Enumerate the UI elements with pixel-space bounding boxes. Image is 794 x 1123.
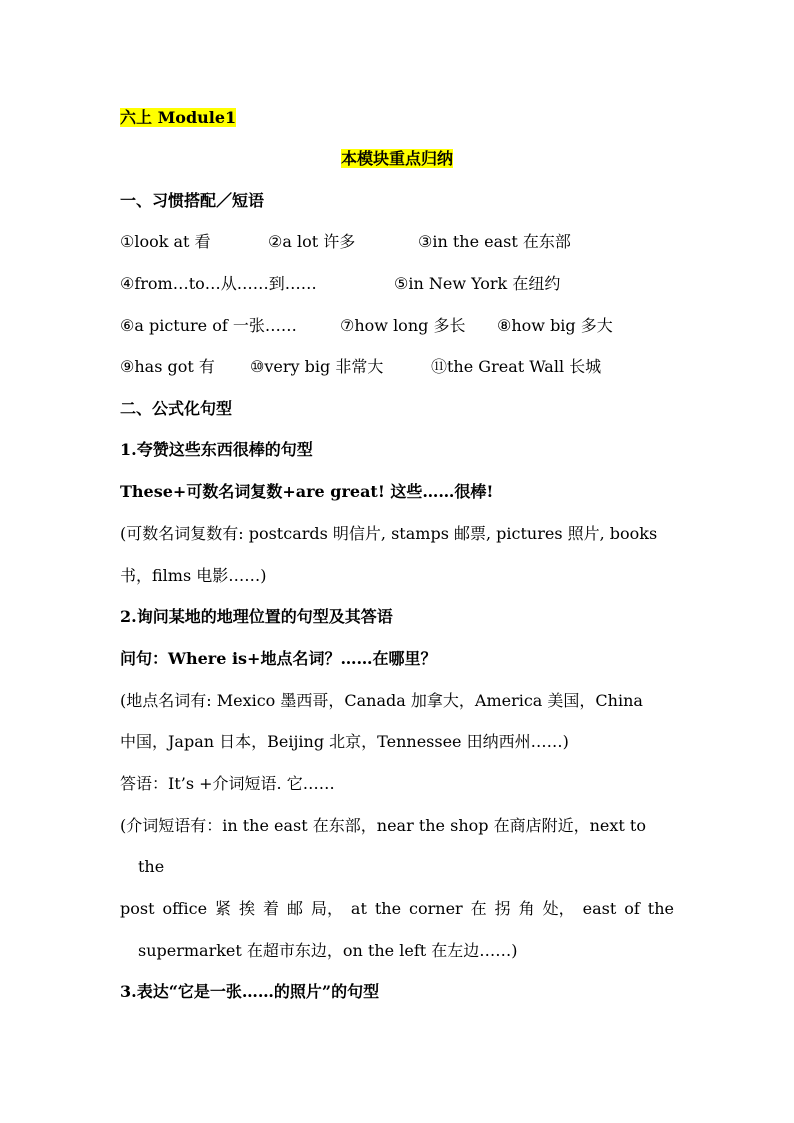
phrase-item: ⑩very big 非常大 bbox=[250, 357, 384, 376]
item2-prep-line1: (介词短语有：in the east 在东部，near the shop 在商店附近，next to bbox=[120, 816, 646, 835]
word: corner bbox=[409, 899, 463, 918]
phrase-item: ⑥a picture of 一张…… bbox=[120, 316, 297, 335]
item2-question: 问句：Where is+地点名词？……在哪里？ bbox=[120, 649, 437, 668]
summary-title bbox=[0, 148, 794, 170]
item2-places-line2: 中国，Japan 日本，Beijing 北京，Tennessee 田纳西州……) bbox=[120, 732, 569, 751]
phrase-item: ⑧how big 多大 bbox=[497, 316, 613, 335]
module-title-text: 六上 Module1 bbox=[120, 108, 237, 127]
word: 角 bbox=[518, 899, 535, 918]
phrase-item: ①look at 看 bbox=[120, 232, 211, 251]
word: east bbox=[582, 899, 617, 918]
item2-prep-line2: the bbox=[138, 857, 165, 876]
word: 挨 bbox=[238, 899, 255, 918]
item1-note-line2: 书，films 电影……) bbox=[120, 566, 267, 585]
word: 着 bbox=[262, 899, 279, 918]
phrase-item: ④from…to…从……到…… bbox=[120, 274, 317, 293]
item1-pattern: These+可数名词复数+are great! 这些……很棒! bbox=[120, 482, 494, 501]
word: 邮 bbox=[286, 899, 303, 918]
section2-heading: 二、公式化句型 bbox=[120, 399, 233, 418]
word: the bbox=[647, 899, 674, 918]
phrase-item: ③in the east 在东部 bbox=[418, 232, 571, 251]
word: 在 bbox=[470, 899, 487, 918]
item2-prep-line4: supermarket 在超市东边，on the left 在左边……) bbox=[138, 941, 518, 960]
item1-note-line1: (可数名词复数有: postcards 明信片, stamps 邮票, pictures 照片, books bbox=[120, 524, 658, 543]
item2-prep-line3 bbox=[120, 898, 674, 920]
word: the bbox=[374, 899, 402, 918]
word: office bbox=[162, 899, 208, 918]
section1-heading: 一、习惯搭配／短语 bbox=[120, 191, 265, 210]
word: 处， bbox=[542, 899, 575, 918]
item2-answer: 答语：It’s +介词短语. 它…… bbox=[120, 774, 335, 793]
word: 拐 bbox=[494, 899, 511, 918]
phrase-item: ⑪the Great Wall 长城 bbox=[431, 357, 602, 376]
phrase-item: ⑦how long 多长 bbox=[340, 316, 466, 335]
phrase-item: ⑤in New York 在纽约 bbox=[394, 274, 561, 293]
word: 紧 bbox=[215, 899, 232, 918]
item3-title: 3.表达“它是一张……的照片”的句型 bbox=[120, 982, 380, 1001]
summary-title-text: 本模块重点归纳 bbox=[340, 149, 453, 168]
word: 局， bbox=[310, 899, 343, 918]
phrase-item: ②a lot 许多 bbox=[268, 232, 356, 251]
item2-title: 2.询问某地的地理位置的句型及其答语 bbox=[120, 607, 393, 626]
word: post bbox=[120, 899, 155, 918]
word: of bbox=[624, 899, 640, 918]
phrase-item: ⑨has got 有 bbox=[120, 357, 215, 376]
module-title bbox=[120, 107, 674, 129]
word: at bbox=[350, 899, 367, 918]
item2-places-line1: (地点名词有: Mexico 墨西哥，Canada 加拿大，America 美国，China bbox=[120, 691, 643, 710]
item1-title: 1.夸赞这些东西很棒的句型 bbox=[120, 440, 313, 459]
